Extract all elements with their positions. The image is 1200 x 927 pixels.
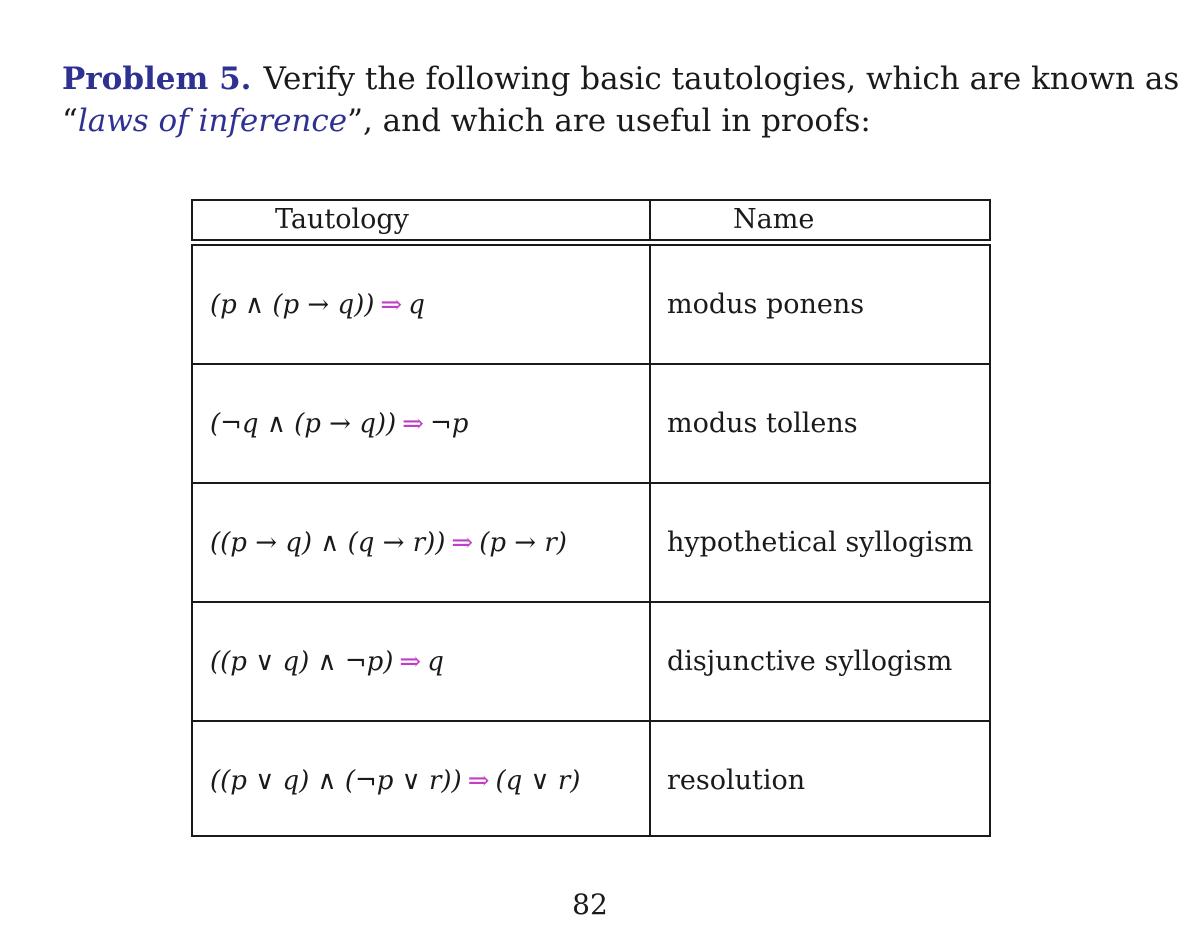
tautology-formula xyxy=(193,409,651,439)
law-name: resolution xyxy=(667,765,806,796)
tautology-formula xyxy=(193,766,651,796)
problem-text-start: Verify the following basic tautologies, which are known as xyxy=(263,61,1180,97)
table-row xyxy=(193,720,989,839)
tautology-formula xyxy=(193,528,651,558)
implies-symbol: ⇒ xyxy=(467,765,490,796)
problem-label: Problem 5. xyxy=(62,61,252,97)
page-number: 82 xyxy=(572,888,608,921)
table-row xyxy=(193,363,989,482)
law-name: modus ponens xyxy=(667,289,865,320)
table-row xyxy=(193,482,989,601)
formula-conclusion: ¬p xyxy=(429,408,469,439)
header-column-divider xyxy=(649,201,651,239)
quote-close: ” xyxy=(347,103,363,139)
problem-line-1 xyxy=(62,58,1180,100)
problem-statement xyxy=(62,58,1180,142)
table-body xyxy=(191,244,991,837)
law-name: hypothetical syllogism xyxy=(667,527,974,558)
term-laws-of-inference: laws of inference xyxy=(77,103,348,139)
tautology-table xyxy=(191,199,991,837)
implies-symbol: ⇒ xyxy=(451,527,474,558)
tautology-formula xyxy=(193,647,651,677)
tautology-formula xyxy=(193,290,651,320)
header-name: Name xyxy=(733,204,815,235)
formula-premise: ((p ∨ q) ∧ ¬p) xyxy=(210,646,394,677)
problem-text-end: , and which are useful in proofs: xyxy=(362,103,871,139)
formula-premise: ((p ∨ q) ∧ (¬p ∨ r)) xyxy=(210,765,462,796)
table-row xyxy=(193,601,989,720)
formula-conclusion: (p → r) xyxy=(479,527,567,558)
implies-symbol: ⇒ xyxy=(402,408,424,439)
problem-line-2 xyxy=(62,100,1142,142)
formula-conclusion: q xyxy=(408,289,425,320)
law-name: modus tollens xyxy=(667,408,858,439)
table-header xyxy=(191,199,991,241)
implies-symbol: ⇒ xyxy=(380,289,403,320)
header-tautology: Tautology xyxy=(275,204,409,235)
implies-symbol: ⇒ xyxy=(399,646,422,677)
table-row xyxy=(193,246,989,363)
formula-premise: ((p → q) ∧ (q → r)) xyxy=(210,527,446,558)
formula-conclusion: q xyxy=(427,646,444,677)
formula-conclusion: (q ∨ r) xyxy=(495,765,581,796)
quote-open: “ xyxy=(62,103,78,139)
law-name: disjunctive syllogism xyxy=(667,646,953,677)
formula-premise: (p ∧ (p → q)) xyxy=(210,289,375,320)
formula-premise: (¬q ∧ (p → q)) xyxy=(210,408,397,439)
